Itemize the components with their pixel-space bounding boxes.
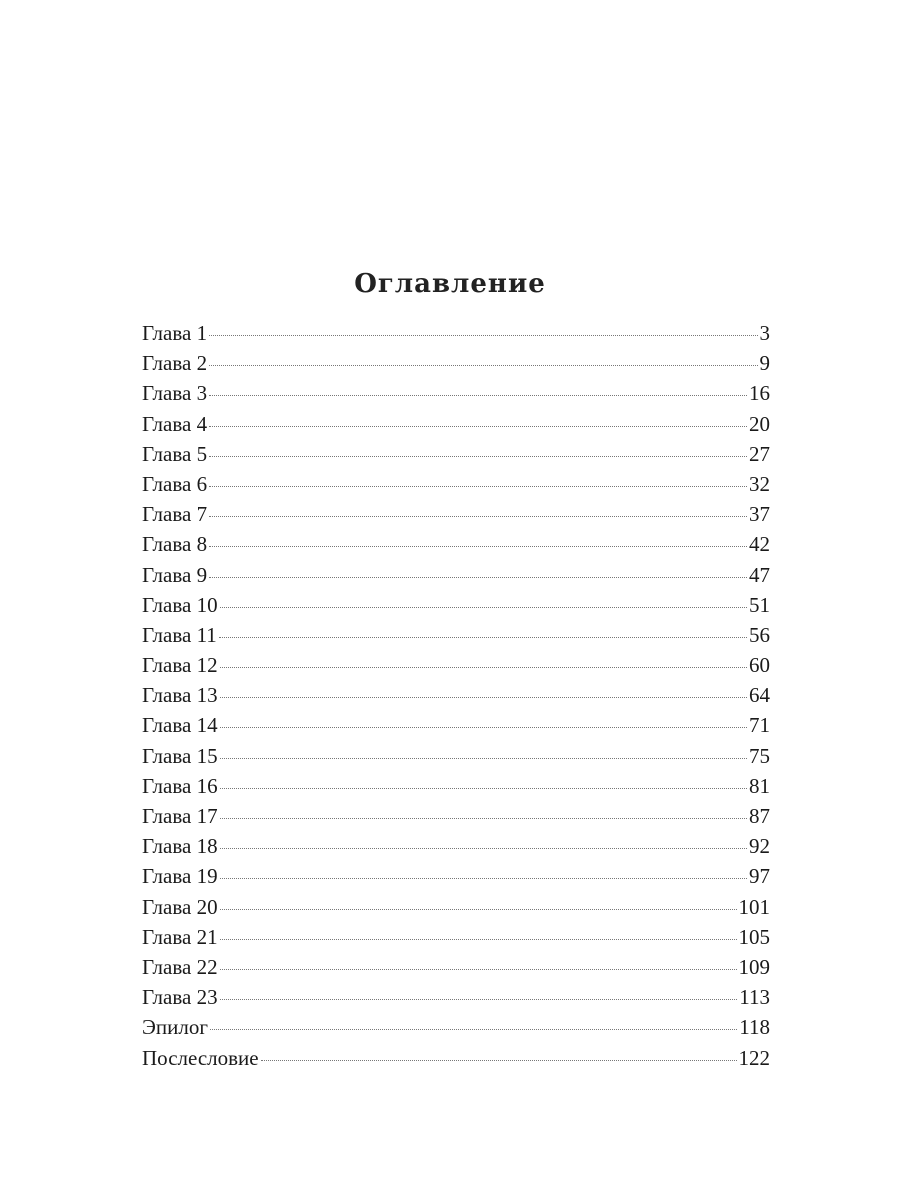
toc-entry-page: 27 [749, 441, 770, 466]
toc-entry-page: 20 [749, 411, 770, 436]
toc-entry [142, 831, 770, 861]
toc-entry-page: 87 [749, 804, 770, 828]
dot-leader [220, 727, 747, 728]
toc-entry-label: Глава 21 [142, 924, 218, 949]
toc-entry [142, 348, 770, 378]
page-title: Оглавление [354, 269, 546, 300]
toc-entry-label: Глава 6 [142, 471, 208, 496]
dot-leader [209, 426, 747, 427]
toc-entry-label: Послесловие [142, 1045, 259, 1070]
toc-entry-label: Глава 10 [142, 592, 218, 617]
toc-entry [142, 741, 770, 771]
dot-leader [220, 848, 747, 849]
toc-entry [142, 710, 770, 740]
toc-entry-label: Глава 4 [142, 411, 208, 436]
toc-entry-page: 56 [749, 622, 770, 647]
toc-entry-label: Глава 20 [142, 894, 218, 919]
dot-leader [261, 1060, 737, 1061]
dot-leader [209, 577, 747, 578]
dot-leader [220, 667, 747, 668]
toc-entry-page: 105 [738, 924, 770, 949]
toc-entry-label: Эпилог [142, 1015, 208, 1040]
toc-entry-page: 118 [739, 1015, 770, 1040]
dot-leader [220, 697, 747, 698]
dot-leader [220, 758, 747, 759]
toc-entry [142, 680, 770, 710]
toc-entry-label: Глава 14 [142, 713, 218, 738]
toc-entry [142, 771, 770, 801]
toc-entry-label: Глава 2 [142, 351, 208, 376]
dot-leader [210, 1029, 737, 1030]
toc-entry [142, 378, 770, 408]
toc-entry [142, 499, 770, 529]
toc-entry-label: Глава 19 [142, 864, 218, 889]
toc-entry-page: 97 [749, 864, 770, 889]
toc-entry-label: Глава 3 [142, 381, 208, 406]
dot-leader [220, 969, 737, 970]
toc-entry [142, 922, 770, 952]
toc-entry-label: Глава 5 [142, 441, 208, 466]
toc-entry-page: 75 [749, 743, 770, 768]
dot-leader [209, 395, 747, 396]
toc-entry-label: Глава 22 [142, 954, 218, 979]
dot-leader [209, 516, 747, 517]
toc-entry [142, 650, 770, 680]
toc-entry-page: 47 [749, 562, 770, 587]
toc-entry-label: Глава 7 [142, 502, 208, 527]
dot-leader [220, 818, 747, 819]
toc-entry [142, 620, 770, 650]
toc-entry-page: 64 [749, 683, 770, 708]
toc-entry-page: 71 [749, 713, 770, 738]
toc-entry [142, 439, 770, 469]
toc-entry-page: 109 [738, 954, 770, 979]
toc-entry [142, 801, 770, 831]
dot-leader [220, 788, 747, 789]
toc-entry-page: 16 [749, 381, 770, 406]
dot-leader [220, 878, 747, 879]
toc-entry [142, 952, 770, 982]
toc-entry-label: Глава 11 [142, 622, 217, 647]
toc-entry-label: Глава 12 [142, 653, 218, 678]
toc-entry [142, 529, 770, 559]
toc-entry-page: 3 [759, 321, 770, 345]
dot-leader [209, 335, 757, 336]
toc-entry-label: Глава 1 [142, 321, 208, 345]
toc-entry [142, 590, 770, 620]
toc-entry [142, 892, 770, 922]
dot-leader [209, 456, 747, 457]
dot-leader [219, 637, 747, 638]
toc-entry-page: 42 [749, 532, 770, 557]
toc-entry [142, 560, 770, 590]
toc-entry-page: 37 [749, 502, 770, 527]
toc-entry [142, 1012, 770, 1042]
toc-entry-label: Глава 17 [142, 804, 218, 828]
dot-leader [209, 365, 757, 366]
dot-leader [220, 909, 737, 910]
toc-entry-page: 101 [738, 894, 770, 919]
toc-entry-label: Глава 18 [142, 834, 218, 859]
toc-entry-label: Глава 16 [142, 773, 218, 798]
toc-entry [142, 318, 770, 348]
dot-leader [209, 486, 747, 487]
toc-entry-page: 122 [738, 1045, 770, 1070]
toc-entry [142, 1043, 770, 1073]
toc-entry [142, 469, 770, 499]
dot-leader [220, 607, 747, 608]
toc-entry-label: Глава 8 [142, 532, 208, 557]
toc-entry [142, 982, 770, 1012]
toc-entry-page: 81 [749, 773, 770, 798]
dot-leader [209, 546, 747, 547]
toc-entry-label: Глава 9 [142, 562, 208, 587]
toc-entry-page: 32 [749, 471, 770, 496]
dot-leader [220, 939, 737, 940]
toc-entry [142, 861, 770, 891]
toc-entry-page: 60 [749, 653, 770, 678]
dot-leader [220, 999, 738, 1000]
toc-entry-label: Глава 13 [142, 683, 218, 708]
toc-entry-page: 113 [739, 985, 770, 1010]
toc-entry-page: 92 [749, 834, 770, 859]
toc-entry-page: 9 [759, 351, 770, 376]
table-of-contents [142, 318, 770, 1073]
toc-entry-page: 51 [749, 592, 770, 617]
toc-entry [142, 409, 770, 439]
toc-entry-label: Глава 15 [142, 743, 218, 768]
toc-entry-label: Глава 23 [142, 985, 218, 1010]
